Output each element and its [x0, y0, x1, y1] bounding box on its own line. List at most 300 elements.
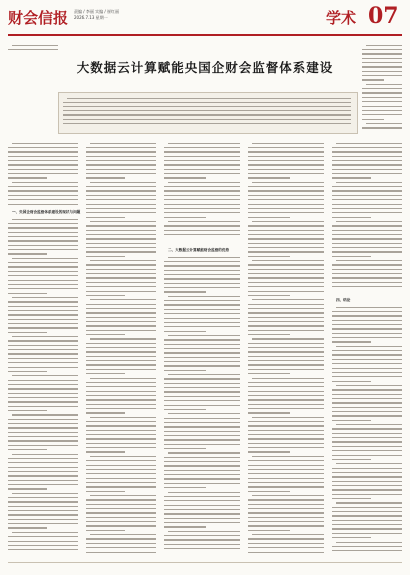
text-line — [248, 399, 324, 400]
text-line — [164, 383, 240, 384]
text-line — [8, 332, 47, 333]
text-line — [164, 496, 240, 497]
text-line — [332, 394, 402, 395]
text-line — [362, 88, 402, 89]
text-line — [332, 315, 402, 316]
text-line — [248, 430, 324, 431]
text-line — [248, 386, 324, 387]
text-line — [248, 321, 324, 322]
text-line — [164, 283, 240, 284]
text-line — [332, 169, 402, 170]
text-line — [332, 455, 402, 456]
text-line — [8, 340, 78, 341]
text-line — [90, 221, 156, 222]
text-line — [164, 526, 206, 527]
text-line — [86, 247, 156, 248]
text-line — [8, 169, 78, 170]
text-line — [86, 460, 156, 461]
text-line — [248, 530, 290, 531]
text-line — [8, 419, 78, 420]
text-line — [332, 533, 402, 534]
text-line — [8, 406, 78, 407]
text-line — [8, 236, 78, 237]
text-line — [332, 415, 402, 416]
text-line — [164, 457, 240, 458]
text-line — [86, 208, 156, 209]
text-line — [86, 251, 156, 252]
text-line — [336, 463, 402, 464]
text-line — [86, 291, 156, 292]
text-line — [332, 311, 402, 312]
text-line — [332, 350, 402, 351]
text-line — [164, 291, 206, 292]
text-line — [164, 426, 240, 427]
issue-info — [74, 9, 119, 21]
text-line — [8, 240, 78, 241]
text-line — [164, 186, 240, 187]
text-line — [164, 212, 240, 213]
text-line — [332, 433, 402, 434]
text-line — [63, 102, 351, 103]
text-line — [332, 511, 402, 512]
text-line — [336, 424, 402, 425]
text-line — [86, 443, 156, 444]
column-1-text-a — [8, 142, 78, 208]
text-line — [248, 395, 324, 396]
text-line — [8, 249, 78, 250]
text-line — [164, 164, 240, 165]
text-line — [90, 299, 156, 300]
text-line — [63, 106, 351, 107]
text-line — [248, 478, 324, 479]
text-line — [332, 160, 402, 161]
text-line — [86, 451, 125, 452]
text-line — [332, 328, 402, 329]
text-line — [8, 471, 78, 472]
text-line — [366, 45, 402, 46]
text-line — [332, 269, 402, 270]
text-line — [332, 204, 402, 205]
article-headline: 大数据云计算赋能央国企财会监督体系建设 — [76, 60, 334, 75]
text-line — [168, 452, 240, 453]
text-line — [86, 156, 156, 157]
text-line — [8, 323, 78, 324]
text-line — [8, 345, 78, 346]
text-line — [332, 333, 402, 334]
text-line — [63, 110, 351, 111]
text-line — [164, 234, 240, 235]
text-line — [332, 359, 402, 360]
text-line — [8, 510, 78, 511]
text-line — [164, 287, 240, 288]
text-line — [86, 308, 156, 309]
text-line — [8, 293, 47, 294]
text-line — [252, 495, 324, 496]
text-line — [332, 476, 402, 477]
text-line — [63, 114, 351, 115]
text-line — [248, 408, 324, 409]
text-line — [332, 450, 402, 451]
text-line — [164, 199, 240, 200]
text-line — [248, 169, 324, 170]
text-line — [332, 337, 402, 338]
text-line — [164, 318, 240, 319]
text-line — [164, 270, 240, 271]
text-line — [164, 331, 206, 332]
text-line — [332, 247, 402, 248]
text-line — [86, 386, 156, 387]
text-line — [164, 400, 240, 401]
text-line — [252, 338, 324, 339]
text-line — [164, 539, 240, 540]
text-line — [86, 364, 156, 365]
text-line — [86, 486, 156, 487]
text-line — [164, 478, 240, 479]
text-line — [248, 443, 324, 444]
text-line — [248, 286, 324, 287]
text-line — [248, 434, 324, 435]
text-line — [332, 498, 371, 499]
text-line — [248, 482, 324, 483]
text-line — [12, 45, 58, 46]
text-line — [248, 160, 324, 161]
text-line — [248, 334, 290, 335]
subheading-2: 二、大数据云计算赋能财会监督的优势 — [168, 248, 230, 252]
text-line — [332, 225, 402, 226]
text-line — [164, 208, 240, 209]
text-line — [164, 160, 240, 161]
text-line — [12, 336, 78, 337]
text-line — [86, 438, 156, 439]
text-line — [332, 528, 402, 529]
text-line — [332, 208, 402, 209]
text-line — [332, 212, 402, 213]
text-line — [332, 164, 402, 165]
masthead — [0, 0, 410, 40]
text-line — [86, 243, 156, 244]
text-line — [164, 278, 240, 279]
text-line — [336, 260, 402, 261]
text-line — [86, 351, 156, 352]
text-line — [164, 217, 206, 218]
text-line — [248, 243, 324, 244]
text-line — [362, 79, 384, 80]
text-line — [86, 356, 156, 357]
bottom-rule — [8, 562, 402, 563]
text-line — [248, 238, 324, 239]
text-line — [8, 519, 78, 520]
text-line — [248, 312, 324, 313]
text-line — [164, 535, 240, 536]
text-line — [63, 119, 351, 120]
text-line — [332, 256, 371, 257]
text-line — [332, 217, 371, 218]
text-line — [332, 485, 402, 486]
text-line — [248, 521, 324, 522]
text-line — [12, 375, 78, 376]
text-line — [248, 251, 324, 252]
text-line — [332, 381, 371, 382]
text-line — [86, 273, 156, 274]
text-line — [8, 397, 78, 398]
masthead-rule — [8, 34, 402, 36]
text-line — [8, 480, 78, 481]
text-line — [86, 512, 156, 513]
text-line — [12, 414, 78, 415]
text-line — [248, 208, 324, 209]
text-line — [67, 98, 351, 99]
text-line — [12, 143, 78, 144]
text-line — [362, 97, 402, 98]
text-line — [248, 295, 290, 296]
text-line — [164, 470, 240, 471]
text-line — [86, 186, 156, 187]
text-line — [336, 221, 402, 222]
text-line — [248, 147, 324, 148]
text-line — [8, 371, 47, 372]
column-5-text-top — [362, 44, 402, 134]
text-line — [332, 524, 402, 525]
text-line — [332, 507, 402, 508]
text-line — [252, 456, 324, 457]
text-line — [248, 538, 324, 539]
text-line — [164, 339, 240, 340]
text-line — [332, 286, 402, 287]
text-line — [332, 273, 402, 274]
text-line — [164, 505, 240, 506]
text-line — [168, 374, 240, 375]
text-line — [164, 396, 240, 397]
text-line — [332, 320, 402, 321]
text-line — [86, 491, 125, 492]
text-line — [362, 58, 402, 59]
text-line — [248, 404, 324, 405]
text-line — [248, 382, 324, 383]
text-line — [86, 404, 156, 405]
text-line — [332, 243, 402, 244]
text-line — [336, 143, 402, 144]
text-line — [86, 199, 156, 200]
text-line — [86, 373, 125, 374]
text-line — [8, 367, 78, 368]
text-line — [86, 256, 125, 257]
text-line — [86, 282, 156, 283]
text-line — [248, 504, 324, 505]
text-line — [8, 445, 78, 446]
text-line — [164, 352, 240, 353]
text-line — [332, 195, 402, 196]
text-line — [248, 308, 324, 309]
text-line — [12, 219, 78, 220]
text-line — [12, 182, 78, 183]
text-line — [86, 160, 156, 161]
text-line — [8, 427, 78, 428]
text-line — [8, 223, 78, 224]
text-line — [8, 536, 78, 537]
text-line — [8, 314, 78, 315]
text-line — [8, 423, 78, 424]
text-line — [164, 465, 240, 466]
text-line — [86, 286, 156, 287]
text-line — [362, 119, 384, 120]
text-line — [248, 391, 324, 392]
text-line — [248, 347, 324, 348]
text-line — [164, 387, 240, 388]
text-line — [332, 277, 402, 278]
text-line — [248, 217, 290, 218]
text-line — [86, 195, 156, 196]
text-line — [248, 351, 324, 352]
text-line — [86, 547, 156, 548]
text-line — [248, 256, 290, 257]
text-line — [332, 489, 402, 490]
text-line — [86, 177, 125, 178]
text-line — [248, 447, 324, 448]
text-line — [164, 378, 240, 379]
text-line — [168, 492, 240, 493]
text-line — [248, 325, 324, 326]
text-line — [8, 488, 47, 489]
text-line — [332, 354, 402, 355]
text-line — [362, 127, 402, 128]
text-line — [332, 238, 402, 239]
text-line — [8, 467, 78, 468]
text-line — [8, 353, 78, 354]
text-line — [8, 199, 78, 200]
text-line — [336, 307, 402, 308]
text-line — [248, 273, 324, 274]
text-line — [164, 483, 240, 484]
text-line — [86, 482, 156, 483]
text-line — [332, 398, 402, 399]
text-line — [86, 230, 156, 231]
text-line — [164, 361, 240, 362]
text-line — [8, 49, 58, 50]
text-line — [248, 173, 324, 174]
text-line — [332, 468, 402, 469]
text-line — [8, 253, 47, 254]
text-line — [164, 204, 240, 205]
text-line — [86, 325, 156, 326]
text-line — [8, 262, 78, 263]
text-line — [86, 190, 156, 191]
text-line — [168, 335, 240, 336]
text-line — [332, 156, 402, 157]
text-line — [8, 523, 78, 524]
text-line — [248, 499, 324, 500]
text-line — [164, 548, 240, 549]
text-line — [362, 49, 402, 50]
section-name: 学术 — [326, 9, 357, 27]
text-line — [164, 522, 240, 523]
text-line — [86, 164, 156, 165]
text-line — [332, 341, 371, 342]
text-line — [164, 322, 240, 323]
text-line — [8, 156, 78, 157]
text-line — [86, 473, 156, 474]
text-line — [332, 520, 402, 521]
text-line — [332, 186, 402, 187]
text-line — [164, 230, 240, 231]
text-line — [336, 502, 402, 503]
text-line — [164, 177, 206, 178]
text-line — [252, 299, 324, 300]
text-line — [336, 182, 402, 183]
text-line — [248, 164, 324, 165]
column-5-text-b — [332, 306, 402, 556]
text-line — [248, 356, 324, 357]
text-line — [86, 225, 156, 226]
text-line — [252, 378, 324, 379]
text-line — [248, 186, 324, 187]
text-line — [86, 499, 156, 500]
text-line — [248, 451, 290, 452]
text-line — [248, 230, 324, 231]
text-line — [8, 232, 78, 233]
text-line — [86, 151, 156, 152]
text-line — [86, 543, 156, 544]
text-line — [164, 348, 240, 349]
text-line — [332, 147, 402, 148]
text-line — [164, 444, 240, 445]
text-line — [86, 517, 156, 518]
newspaper-logo: 财会信报 — [8, 9, 69, 27]
text-line — [164, 147, 240, 148]
text-line — [164, 370, 206, 371]
text-line — [332, 546, 402, 547]
text-line — [332, 324, 402, 325]
text-line — [168, 143, 240, 144]
text-line — [8, 380, 78, 381]
text-line — [248, 212, 324, 213]
text-line — [12, 258, 78, 259]
text-line — [248, 525, 324, 526]
text-line — [164, 173, 240, 174]
text-line — [164, 225, 240, 226]
text-line — [164, 357, 240, 358]
text-line — [86, 382, 156, 383]
date-line: 2026.7.13 星期一 — [74, 15, 108, 20]
text-line — [164, 422, 240, 423]
text-line — [252, 143, 324, 144]
text-line — [164, 274, 240, 275]
text-line — [12, 493, 78, 494]
text-line — [8, 164, 78, 165]
text-line — [248, 317, 324, 318]
text-line — [164, 261, 240, 262]
text-line — [8, 227, 78, 228]
text-line — [86, 538, 156, 539]
column-3-text-a — [164, 142, 240, 242]
text-line — [90, 417, 156, 418]
column-1-text-b — [8, 218, 78, 556]
text-line — [332, 363, 402, 364]
text-line — [332, 376, 402, 377]
text-line — [12, 454, 78, 455]
text-line — [332, 441, 402, 442]
column-2-text — [86, 142, 156, 556]
text-line — [8, 190, 78, 191]
text-line — [8, 358, 78, 359]
text-line — [164, 344, 240, 345]
text-line — [86, 295, 125, 296]
text-line — [8, 501, 78, 502]
text-line — [86, 169, 156, 170]
text-line — [90, 182, 156, 183]
text-line — [332, 550, 402, 551]
text-line — [248, 486, 324, 487]
text-line — [86, 360, 156, 361]
